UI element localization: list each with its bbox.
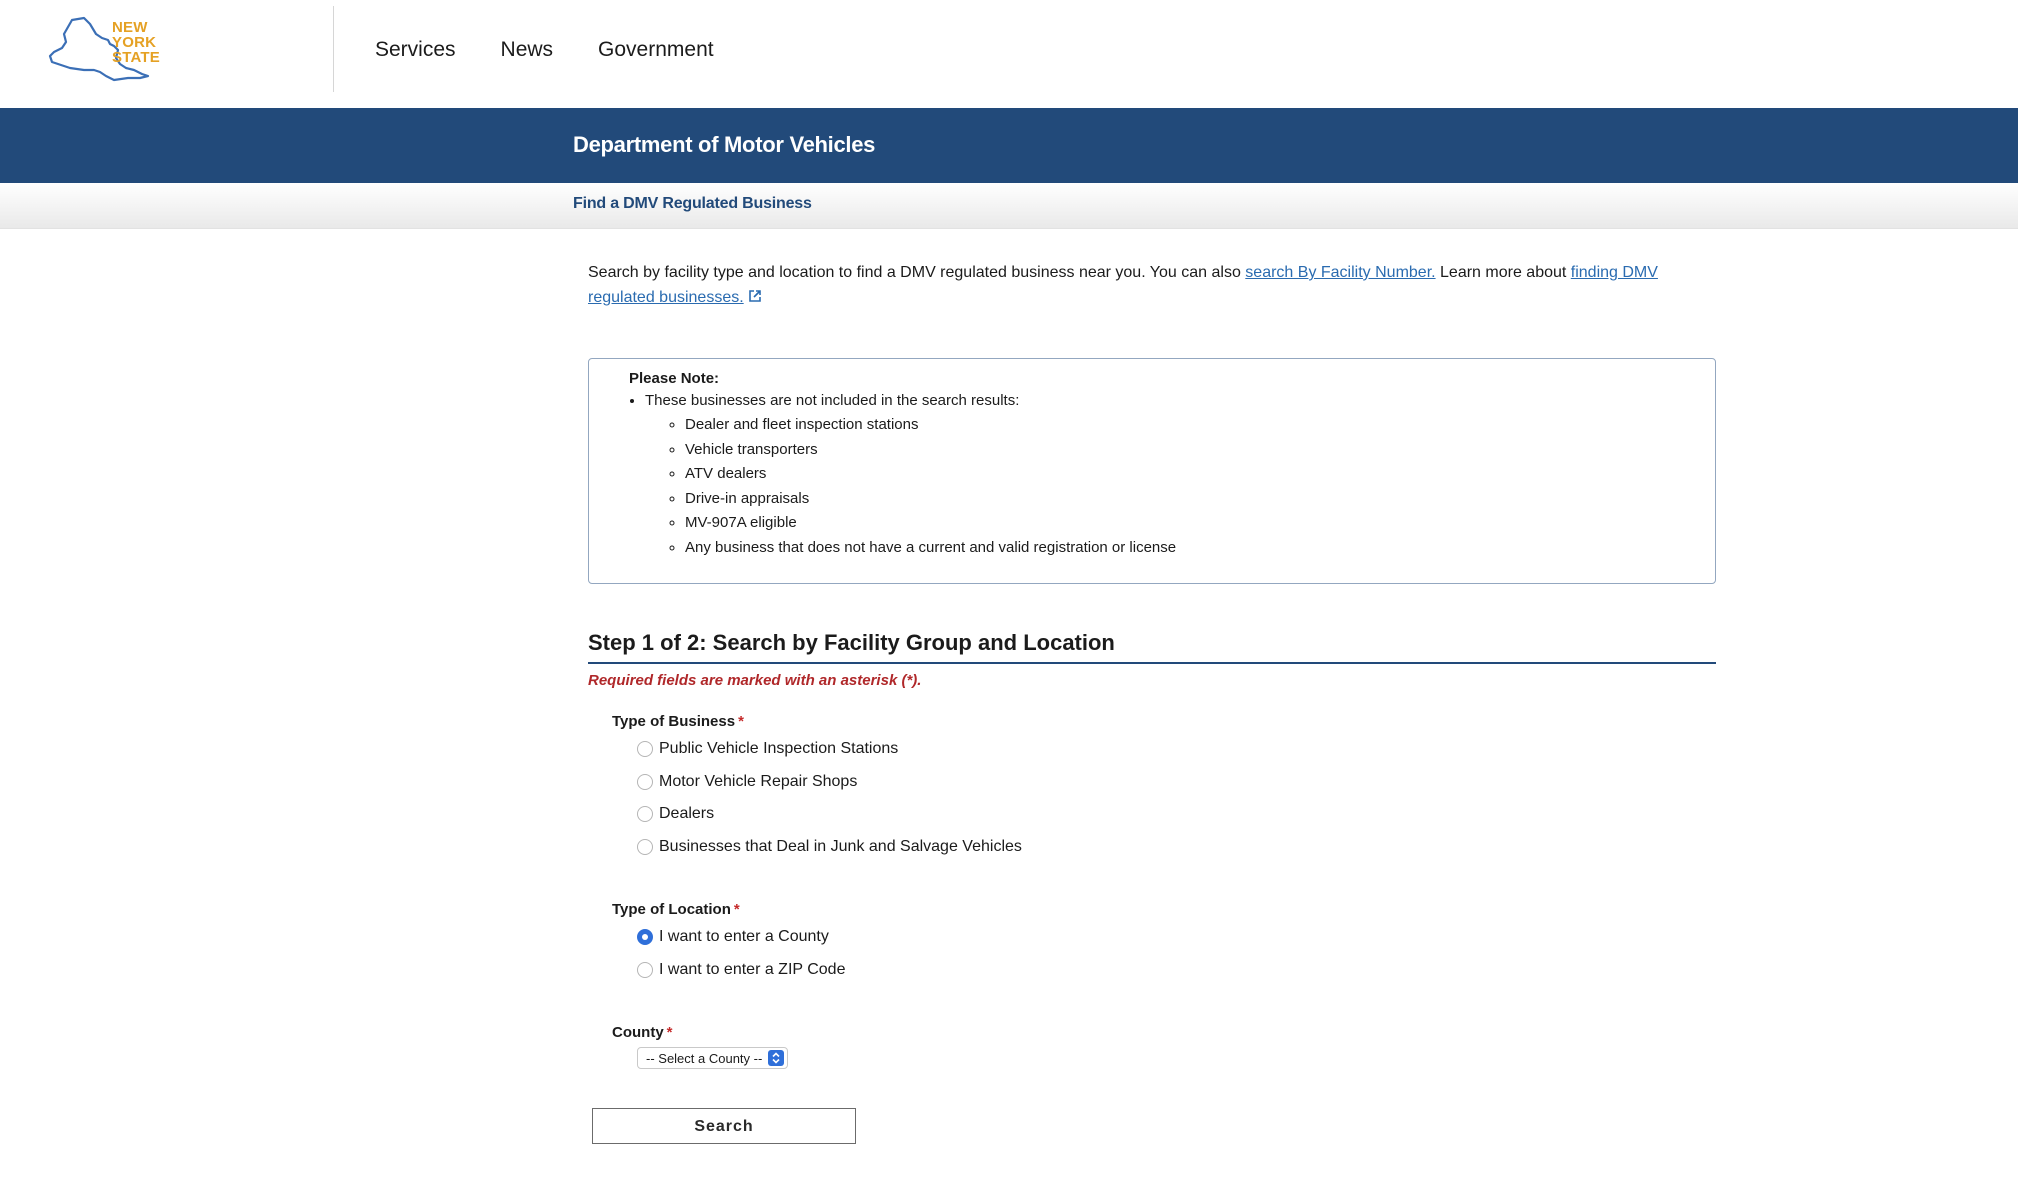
location-type-options [612, 921, 845, 986]
radio-button[interactable] [637, 962, 653, 978]
business-option-inspection-stations[interactable] [612, 733, 1022, 766]
list-item: ◦ MV-907A eligible [685, 511, 1675, 536]
note-list [629, 389, 1675, 560]
logo-wordmark: NEW YORK STATE [112, 19, 160, 66]
business-type-label [612, 713, 1022, 730]
county-label [612, 1024, 788, 1041]
up-down-arrows-icon [768, 1050, 784, 1066]
step-heading: Step 1 of 2: Search by Facility Group and Location [588, 630, 1716, 664]
nav-government[interactable]: Government [598, 38, 714, 61]
search-button[interactable]: Search [592, 1108, 856, 1144]
county-fieldset [612, 1024, 788, 1069]
select-chevron-icon [768, 1050, 784, 1066]
business-type-fieldset [612, 713, 1022, 863]
required-asterisk: * [738, 713, 744, 730]
intro-paragraph [588, 260, 1708, 310]
list-item: ◦ Dealer and fleet inspection stations [685, 413, 1675, 438]
radio-label: I want to enter a ZIP Code [659, 960, 846, 978]
list-item: ◦ Vehicle transporters [685, 438, 1675, 463]
county-label-text: County [612, 1024, 664, 1041]
radio-label: Dealers [659, 805, 715, 823]
radio-button[interactable] [637, 741, 653, 757]
header-divider [333, 6, 334, 92]
agency-banner [0, 108, 2018, 183]
nys-logo-link[interactable] [44, 14, 164, 86]
breadcrumb-bar [0, 183, 2018, 229]
radio-button-selected[interactable] [637, 929, 653, 945]
required-asterisk: * [666, 1024, 673, 1041]
location-type-fieldset [612, 901, 845, 986]
intro-text: Search by facility type and location to find a DMV regulated business near you. You can also [588, 264, 1246, 281]
top-navigation [375, 38, 714, 62]
county-select-value: -- Select a County -- [646, 1050, 763, 1066]
finding-dmv-businesses-label: finding DMV regulated businesses. [588, 264, 1658, 306]
radio-button[interactable] [637, 806, 653, 822]
search-by-facility-number-link[interactable]: search By Facility Number. [1245, 264, 1436, 281]
required-fields-note: Required fields are marked with an asterisk (*). [588, 672, 922, 689]
note-sublist [645, 413, 1675, 560]
county-select[interactable] [637, 1047, 788, 1069]
radio-button[interactable] [637, 774, 653, 790]
location-option-county[interactable] [612, 921, 845, 954]
radio-label: Public Vehicle Inspection Stations [659, 740, 899, 758]
external-link-icon [748, 289, 762, 303]
list-item: ◦ Any business that does not have a current and valid registration or license [685, 536, 1675, 561]
nav-services[interactable]: Services [375, 38, 456, 61]
note-title: Please Note: [629, 370, 720, 387]
list-item: ◦ Drive-in appraisals [685, 487, 1675, 512]
business-type-options [612, 733, 1022, 863]
note-lead-text: These businesses are not included in the search results: [645, 392, 1020, 409]
breadcrumb[interactable]: Find a DMV Regulated Business [573, 195, 812, 212]
main-content [588, 260, 1718, 1135]
business-option-junk-salvage[interactable] [612, 831, 1022, 864]
radio-label: Businesses that Deal in Junk and Salvage Vehicles [659, 837, 1022, 855]
location-type-label [612, 901, 845, 918]
business-option-repair-shops[interactable] [612, 766, 1022, 799]
site-header [0, 0, 2018, 108]
location-type-label-text: Type of Location [612, 901, 731, 918]
list-item: ◦ ATV dealers [685, 462, 1675, 487]
radio-label: I want to enter a County [659, 928, 829, 946]
agency-title[interactable]: Department of Motor Vehicles [573, 132, 876, 157]
radio-button[interactable] [637, 839, 653, 855]
radio-label: Motor Vehicle Repair Shops [659, 772, 858, 790]
location-option-zip[interactable] [612, 954, 845, 987]
business-option-dealers[interactable] [612, 798, 1022, 831]
business-type-label-text: Type of Business [612, 713, 736, 730]
nav-news[interactable]: News [500, 38, 554, 61]
intro-text-middle: Learn more about [1435, 264, 1571, 281]
please-note-box [588, 358, 1716, 584]
note-lead [645, 389, 1675, 560]
required-asterisk: * [733, 901, 740, 918]
